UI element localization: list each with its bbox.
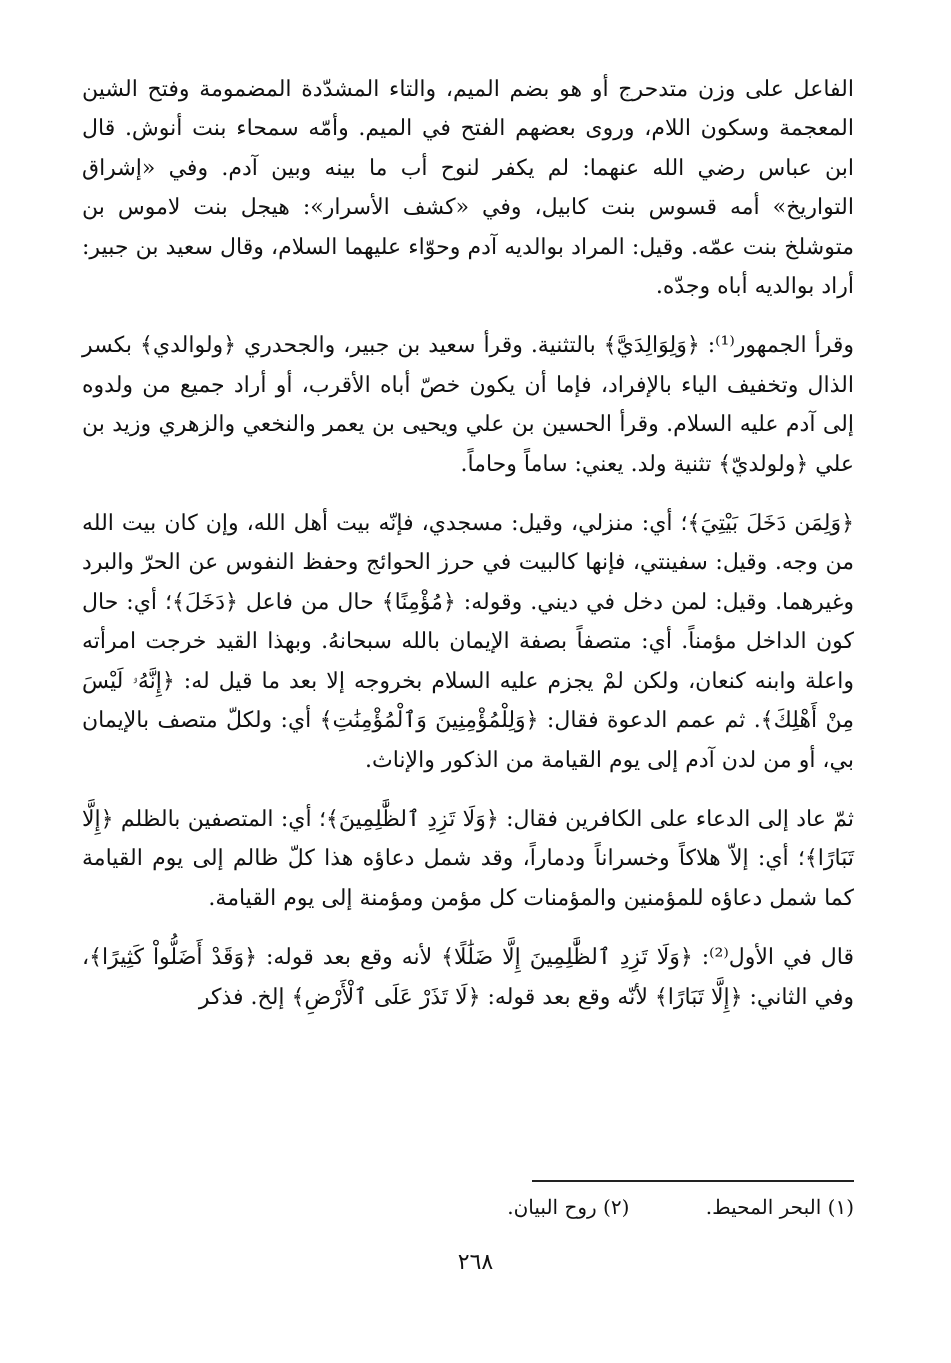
page-body — [82, 70, 854, 1017]
page-number: ٢٦٨ — [457, 1250, 494, 1275]
paragraph-4: ثمّ عاد إلى الدعاء على الكافرين فقال: ﴿وَلَا تَزِدِ ٱلظَّٰلِمِينَ﴾؛ أي: المتصفين بالظلم ﴿إِلَّا تَبَارًا﴾؛ أي: إلاّ هلاكاً وخسراناً ودماراً، وقد شمل دعاؤه هذا كلّ ظالم إلى يوم القيامة كما شمل دعاؤه للمؤمنين والمؤمنات كل مؤمن ومؤمنة إلى يوم القيامة. — [82, 806, 854, 911]
footnote-divider — [532, 1180, 854, 1182]
paragraph-3: ﴿وَلِمَن دَخَلَ بَيْتِيَ﴾؛ أي: منزلي، وقيل: مسجدي، فإنّه بيت أهل الله، وإن كان بيت الله من وجه. وقيل: سفينتي، فإنها كالبيت في حرز الحوائج وحفظ النفوس عن الحرّ والبرد وغيرهما. وقيل: لمن دخل في ديني. وقوله: ﴿مُؤْمِنًا﴾ حال من فاعل ﴿دَخَلَ﴾؛ أي: حال كون الداخل مؤمناً. أي: متصفاً بصفة الإيمان بالله سبحانهُ. وبهذا القيد خرجت امرأته واعلة وابنه كنعان، ولكن لمْ يجزم عليه السلام بخروجه إلا بعد ما قيل له: ﴿إِنَّهُۥ لَيْسَ مِنْ أَهْلِكَ﴾. ثم عمم الدعوة فقال: ﴿وَلِلْمُؤْمِنِينَ وَٱلْمُؤْمِنَٰتِ﴾ أي: ولكلّ متصف بالإيمان بي، أو من لدن آدم إلى يوم القيامة من الذكور والإناث. — [82, 511, 854, 773]
paragraph-5: قال في الأول⁽²⁾: ﴿وَلَا تَزِدِ ٱلظَّٰلِمِينَ إِلَّا ضَلَٰلًا﴾ لأنه وقع بعد قوله: ﴿وَقَدْ أَضَلُّواْ كَثِيرًا﴾، وفي الثاني: ﴿إِلَّا تَبَارًا﴾ لأنّه وقع بعد قوله: ﴿لَا تَذَرْ عَلَى ٱلْأَرْضِ﴾ إلخ. فذكر — [82, 945, 854, 1010]
footnotes — [507, 1195, 854, 1219]
footnote-2: (٢) روح البيان. — [507, 1195, 630, 1219]
footnote-1: (١) البحر المحيط. — [705, 1195, 854, 1219]
paragraph-2: وقرأ الجمهور⁽¹⁾: ﴿وَلِوَالِدَيَّ﴾ بالتثنية. وقرأ سعيد بن جبير، والجحدري ﴿ولوالدي﴾ بكسر الذال وتخفيف الياء بالإفراد، فإما أن يكون خصّ أباه الأقرب، أو أراد جميع من ولدوه إلى آدم عليه السلام. وقرأ الحسين بن علي ويحيى بن يعمر والنخعي والزهري وزيد بن علي ﴿ولولديّ﴾ تثنية ولد. يعني: ساماً وحاماً. — [82, 333, 855, 477]
paragraph-1: الفاعل على وزن متدحرج أو هو بضم الميم، والتاء المشدّدة المضمومة وفتح الشين المعجمة وسكون اللام، وروى بعضهم الفتح في الميم. وأمّه سمحاء بنت أنوش. قال ابن عباس رضي الله عنهما: لم يكفر لنوح أب ما بينه وبين آدم. وفي «إشراق التواريخ» أمه قسوس بنت كابيل، وفي «كشف الأسرار»: هيجل بنت لاموس بن متوشلخ بنت عمّه. وقيل: المراد بوالديه آدم وحوّاء عليهما السلام، وقال سعيد بن جبير: أراد بوالديه أباه وجدّه. — [82, 77, 855, 300]
